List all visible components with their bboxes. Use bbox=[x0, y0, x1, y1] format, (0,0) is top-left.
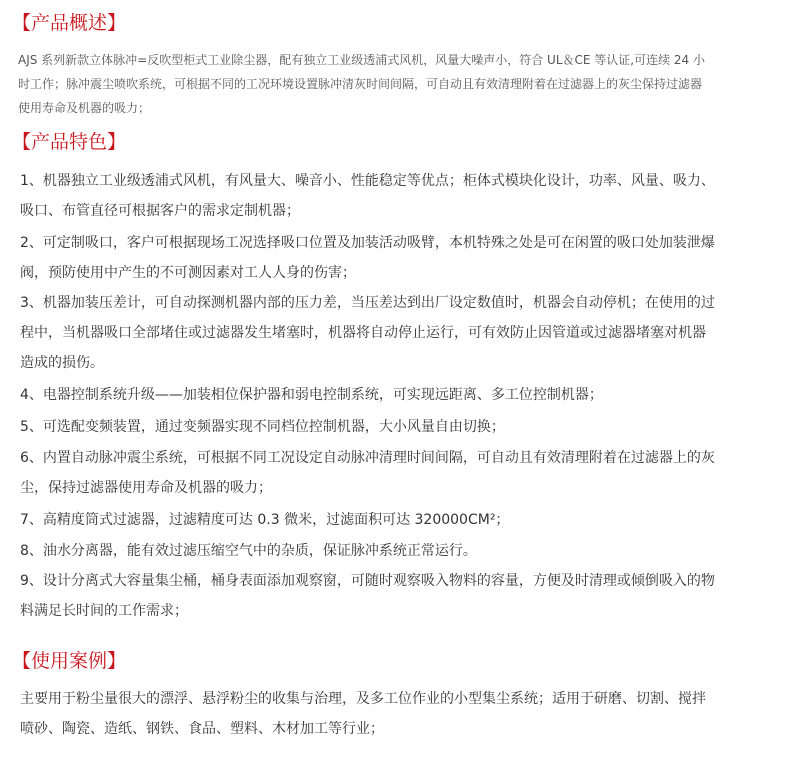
feature-line: 9、设计分离式大容量集尘桶，桶身表面添加观察窗，可随时观察吸入物料的容量，方便及时清理或倾倒吸入的物 bbox=[20, 573, 715, 589]
cases-line: 喷砂、陶瓷、造纸、钢铁、食品、塑料、木材加工等行业； bbox=[20, 721, 384, 737]
features-heading: 【产品特色】 bbox=[12, 131, 127, 153]
feature-line: 3、机器加装压差计，可自动探测机器内部的压力差，当压差达到出厂设定数值时，机器会自动停机；在使用的过 bbox=[20, 295, 715, 311]
overview-heading: 【产品概述】 bbox=[12, 12, 127, 34]
feature-line: 4、电器控制系统升级——加装相位保护器和弱电控制系统，可实现远距离、多工位控制机器； bbox=[20, 387, 603, 403]
feature-item-5 bbox=[20, 412, 505, 442]
feature-line: 1、机器独立工业级透浦式风机，有风量大、噪音小、性能稳定等优点；柜体式模块化设计，功率、风量、吸力、 bbox=[20, 173, 715, 189]
feature-line: 阀，预防使用中产生的不可测因素对工人人身的伤害； bbox=[20, 265, 356, 281]
feature-item-6 bbox=[20, 443, 715, 503]
feature-item-3 bbox=[20, 288, 715, 378]
feature-line: 程中，当机器吸口全部堵住或过滤器发生堵塞时，机器将自动停止运行，可有效防止因管道或过滤器堵塞对机器 bbox=[20, 325, 706, 341]
overview-line: 使用寿命及机器的吸力； bbox=[18, 101, 151, 115]
feature-item-1 bbox=[20, 166, 715, 226]
feature-line: 6、内置自动脉冲震尘系统，可根据不同工况设定自动脉冲清理时间间隔，可自动且有效清理附着在过滤器上的灰 bbox=[20, 450, 715, 466]
feature-item-8 bbox=[20, 536, 477, 566]
feature-item-9 bbox=[20, 566, 715, 626]
feature-line: 料满足长时间的工作需求； bbox=[20, 603, 188, 619]
feature-line: 2、可定制吸口，客户可根据现场工况选择吸口位置及加装活动吸臂，本机特殊之处是可在闲置的吸口处加装泄爆 bbox=[20, 235, 715, 251]
feature-line: 吸口、布管直径可根据客户的需求定制机器； bbox=[20, 203, 300, 219]
feature-line: 5、可选配变频装置，通过变频器实现不同档位控制机器，大小风量自由切换； bbox=[20, 419, 505, 435]
feature-item-7 bbox=[20, 505, 509, 535]
feature-item-2 bbox=[20, 228, 715, 288]
cases-heading: 【使用案例】 bbox=[12, 650, 127, 672]
cases-line: 主要用于粉尘量很大的漂浮、悬浮粉尘的收集与治理，及多工位作业的小型集尘系统；适用于研磨、切割、搅拌 bbox=[20, 691, 706, 707]
overview-line: 时工作；脉冲震尘喷吹系统，可根据不同的工况环境设置脉冲清灰时间间隔，可自动且有效清理附着在过滤器上的灰尘保持过滤器 bbox=[18, 77, 703, 91]
feature-line: 造成的损伤。 bbox=[20, 355, 104, 371]
feature-line: 8、油水分离器，能有效过滤压缩空气中的杂质，保证脉冲系统正常运行。 bbox=[20, 543, 477, 559]
overview-line: AJS 系列新款立体脉冲=反吹型柜式工业除尘器，配有独立工业级透浦式风机，风量大噪声小，符合 UL＆CE 等认证,可连续 24 小 bbox=[18, 53, 706, 67]
feature-line: 尘，保持过滤器使用寿命及机器的吸力； bbox=[20, 480, 272, 496]
overview-text bbox=[18, 48, 705, 120]
feature-item-4 bbox=[20, 380, 603, 410]
cases-text bbox=[20, 684, 706, 744]
feature-line: 7、高精度筒式过滤器，过滤精度可达 0.3 微米，过滤面积可达 320000CM²； bbox=[20, 512, 510, 528]
